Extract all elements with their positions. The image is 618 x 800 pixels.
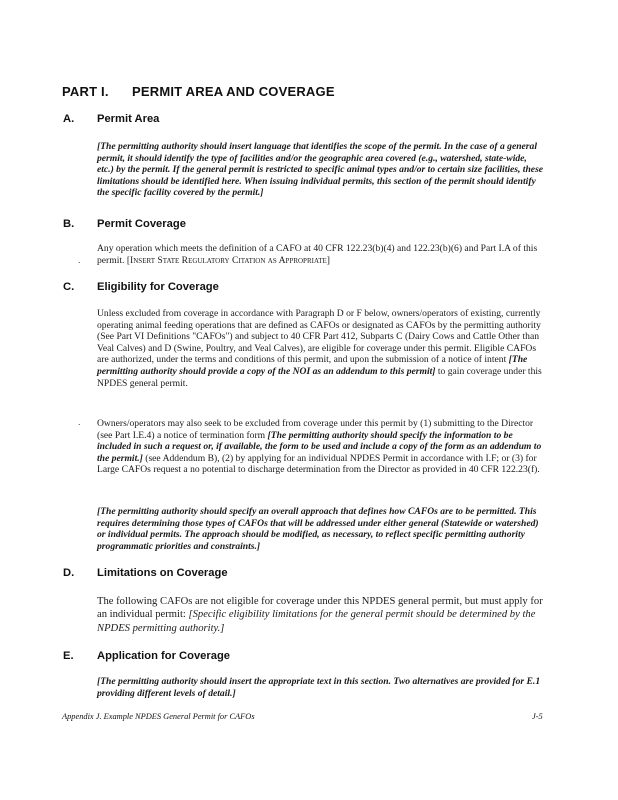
section-c-paragraph-3: [The permitting authority should specify an overall approach that defines how CAFOs are to be permitted. This requires determining those types of CAFOs that will be addressed under either general (Statewide or watershed) or individual permits. The approach should be modified, as necessary, to reflect specific permitting authority programmatic priorities and constraints.] [97, 506, 539, 552]
section-a-title: Permit Area [97, 113, 160, 125]
section-d-italic: [Specific eligibility limitations for the general permit should be determined by the NPDES permitting authority.] [97, 609, 536, 634]
margin-dot: . [78, 255, 81, 265]
section-d-title: Limitations on Coverage [97, 567, 228, 579]
section-c-p2-tail: (see Addendum B), (2) by applying for an individual NPDES Permit in accordance with I.F; or (3) for Large CAFOs request a no potential to discharge determination from the Director as provided in 40 CFR 122.23(f). [97, 452, 540, 476]
section-c-p1-italic: [The permitting authority should provide a copy of the NOI as an addendum to this permit] [97, 354, 528, 377]
section-d-body: The following CAFOs are not eligible for coverage under this NPDES general permit, but must apply for an individual permit: [97, 596, 543, 621]
section-d-letter: D. [63, 567, 75, 579]
section-c-p2-italic: [The permitting authority should specify the information to be included in such a request or, if available, the form to be used and include a copy of the form as an addendum to the permit.] [97, 429, 542, 464]
section-b-text [97, 243, 545, 266]
section-d-text [97, 595, 545, 635]
section-c-paragraph-2 [97, 418, 545, 476]
section-c-paragraph-1 [97, 308, 545, 389]
section-e-text: [The permitting authority should insert the appropriate text in this section. Two alternatives are provided for E.1 providing different levels of detail.] [97, 676, 541, 699]
section-c-p2-body: Owners/operators may also seek to be excluded from coverage under this permit by (1) submitting to the Director (see Part I.E.4) a notice of termination form [97, 418, 534, 441]
part-heading [62, 84, 335, 99]
footer-page-number: J-5 [532, 712, 543, 721]
section-b-body: Any operation which meets the definition of a CAFO at 40 CFR 122.23(b)(4) and 122.23(b)(6) and Part I.A of this permit. [97, 243, 538, 266]
section-e-title: Application for Coverage [97, 650, 231, 662]
section-c-letter: C. [63, 281, 75, 293]
section-b-letter: B. [63, 218, 75, 230]
section-c-p1-body: Unless excluded from coverage in accordance with Paragraph D or F below, owners/operators of existing, currently operating animal feeding operations that are defined as CAFOs or designated as CAFOs by the permitting authority (See Part VI Definitions "CAFOs") and subject to 40 CFR Part 412, Subparts C (Dairy Cows and Cattle Other than Veal Calves) and D (Swine, Poultry, and Veal Calves), are eligible for coverage under this permit. Eligible CAFOs are authorized, under the terms and conditions of this permit, and upon the submission of a notice of intent [97, 308, 541, 366]
section-c-p1-tail: to gain coverage under this NPDES general permit. [97, 365, 542, 389]
section-b-citation: [Insert State Regulatory Citation as Appropriate] [126, 254, 330, 266]
part-number: PART I. [62, 84, 109, 99]
section-c-title: Eligibility for Coverage [97, 281, 219, 293]
section-e-letter: E. [63, 650, 74, 662]
section-a-letter: A. [63, 113, 75, 125]
footer-appendix-label: Appendix J. Example NPDES General Permit for CAFOs [62, 712, 255, 721]
section-a-text: [The permitting authority should insert language that identifies the scope of the permit. In the case of a general permit, it should identify the type of facilities and/or the geographic area covered (e.g., watershed, state-wide, etc.) by the permit. If the general permit is restricted to specific animal types and/or to certain size facilities, these limitations should be identified here. When issuing individual permits, this section of the permit should identify the specific facility covered by the permit.] [97, 141, 544, 199]
part-title: PERMIT AREA AND COVERAGE [132, 84, 335, 99]
section-b-title: Permit Coverage [97, 218, 186, 230]
margin-dot: . [78, 417, 81, 427]
